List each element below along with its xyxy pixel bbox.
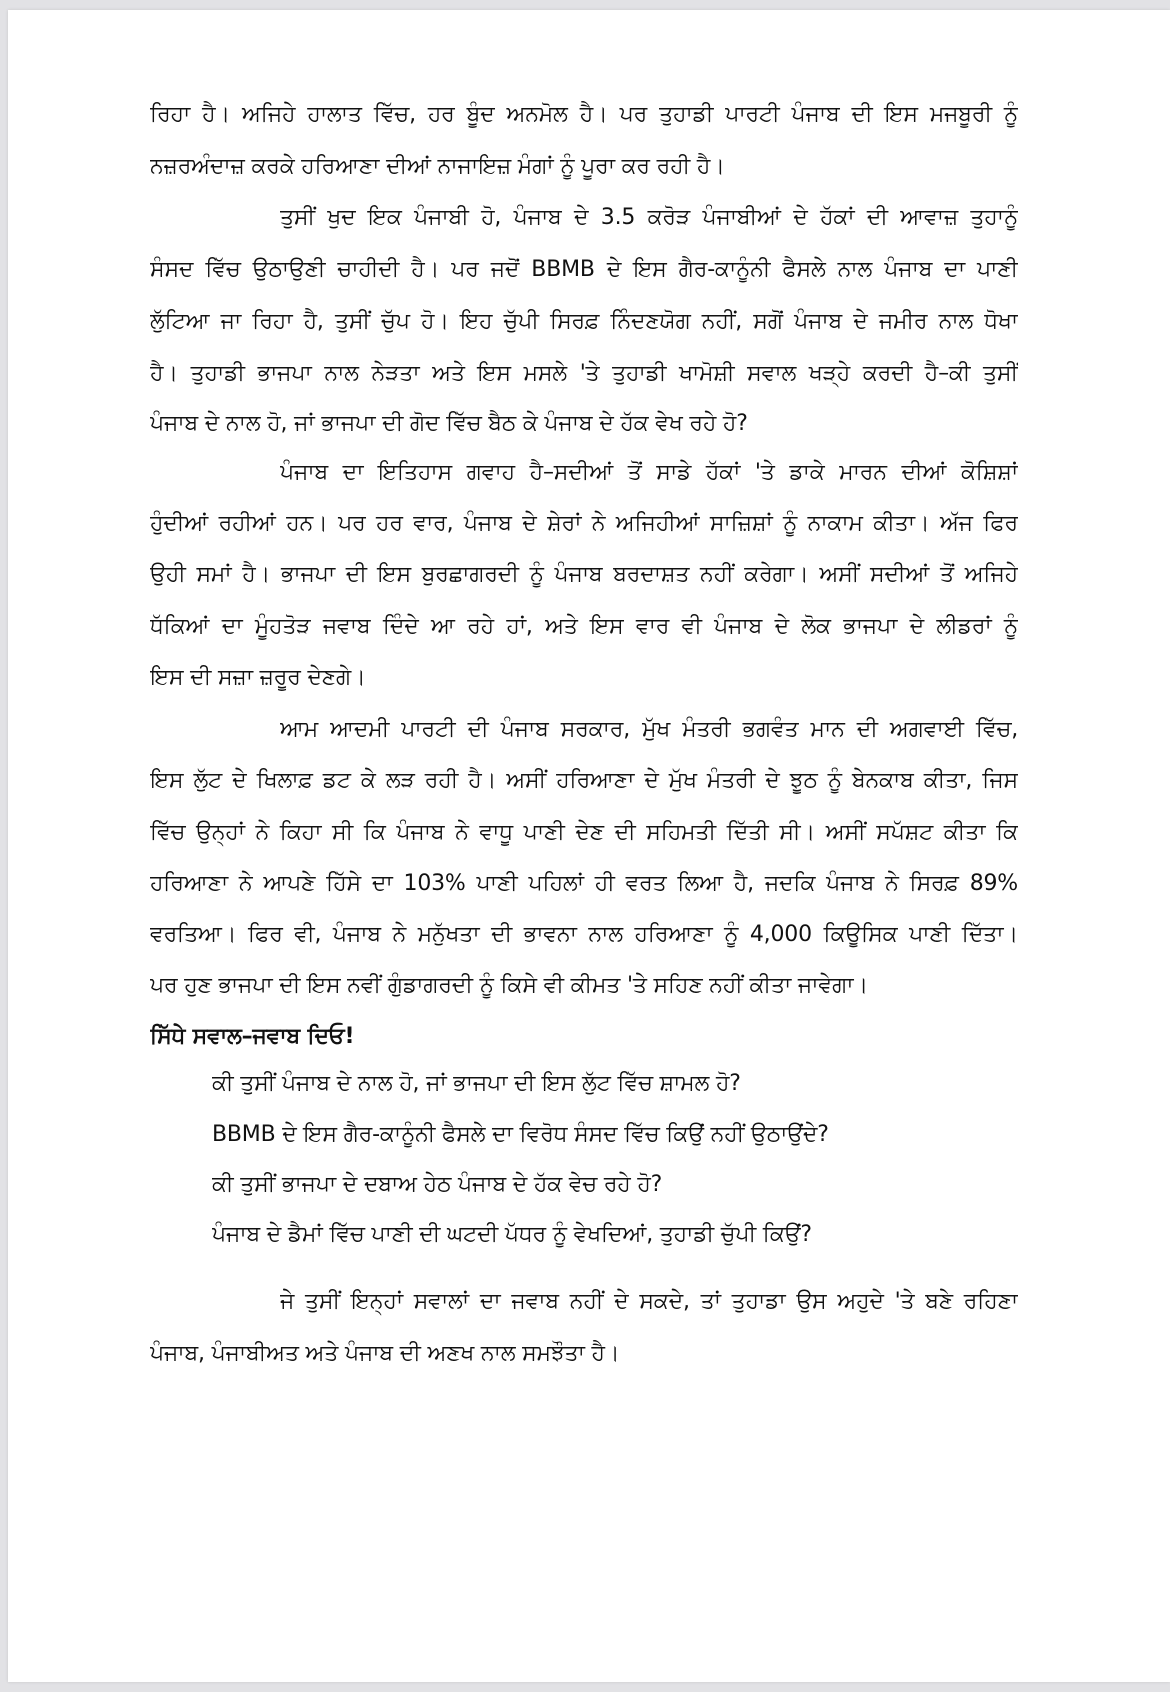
text-line: ਜੇ ਤੁਸੀਂ ਇਨ੍ਹਾਂ ਸਵਾਲਾਂ ਦਾ ਜਵਾਬ ਨਹੀਂ ਦੇ ਸਕਦੇ, ਤਾਂ ਤੁਹਾਡਾ ਉਸ ਅਹੁਦੇ 'ਤੇ ਬਣੇ ਰਹਿਣਾ bbox=[280, 1289, 1018, 1314]
questions-heading: ਸਿੱਧੇ ਸਵਾਲ–ਜਵਾਬ ਦਿਓ! bbox=[150, 1024, 355, 1049]
text-line: ਵਰਤਿਆ। ਫਿਰ ਵੀ, ਪੰਜਾਬ ਨੇ ਮਨੁੱਖਤਾ ਦੀ ਭਾਵਨਾ ਨਾਲ ਹਰਿਆਣਾ ਨੂੰ 4,000 ਕਿਊਸਿਕ ਪਾਣੀ ਦਿੱਤਾ। bbox=[150, 922, 1018, 947]
text-line: ਹੁੰਦੀਆਂ ਰਹੀਆਂ ਹਨ। ਪਰ ਹਰ ਵਾਰ, ਪੰਜਾਬ ਦੇ ਸ਼ੇਰਾਂ ਨੇ ਅਜਿਹੀਆਂ ਸਾਜ਼ਿਸ਼ਾਂ ਨੂੰ ਨਾਕਾਮ ਕੀਤਾ। ਅੱਜ ਫਿਰ bbox=[150, 511, 1018, 536]
question-item: ਪੰਜਾਬ ਦੇ ਡੈਮਾਂ ਵਿੱਚ ਪਾਣੀ ਦੀ ਘਟਦੀ ਪੱਧਰ ਨੂੰ ਵੇਖਦਿਆਂ, ਤੁਹਾਡੀ ਚੁੱਪੀ ਕਿਉਂ? bbox=[212, 1222, 812, 1247]
text-line: ਉਹੀ ਸਮਾਂ ਹੈ। ਭਾਜਪਾ ਦੀ ਇਸ ਬੁਰਛਾਗਰਦੀ ਨੂੰ ਪੰਜਾਬ ਬਰਦਾਸ਼ਤ ਨਹੀਂ ਕਰੇਗਾ। ਅਸੀਂ ਸਦੀਆਂ ਤੋਂ ਅਜਿਹੇ bbox=[150, 562, 1018, 587]
question-item: ਕੀ ਤੁਸੀਂ ਭਾਜਪਾ ਦੇ ਦਬਾਅ ਹੇਠ ਪੰਜਾਬ ਦੇ ਹੱਕ ਵੇਚ ਰਹੇ ਹੋ? bbox=[212, 1172, 663, 1197]
text-line: ਧੱਕਿਆਂ ਦਾ ਮੂੰਹਤੋੜ ਜਵਾਬ ਦਿੰਦੇ ਆ ਰਹੇ ਹਾਂ, ਅਤੇ ਇਸ ਵਾਰ ਵੀ ਪੰਜਾਬ ਦੇ ਲੋਕ ਭਾਜਪਾ ਦੇ ਲੀਡਰਾਂ ਨੂੰ bbox=[150, 614, 1018, 639]
text-line: ਪੰਜਾਬ ਦੇ ਨਾਲ ਹੋ, ਜਾਂ ਭਾਜਪਾ ਦੀ ਗੋਦ ਵਿੱਚ ਬੈਠ ਕੇ ਪੰਜਾਬ ਦੇ ਹੱਕ ਵੇਖ ਰਹੇ ਹੋ? bbox=[150, 411, 748, 436]
question-item: BBMB ਦੇ ਇਸ ਗੈਰ-ਕਾਨੂੰਨੀ ਫੈਸਲੇ ਦਾ ਵਿਰੋਧ ਸੰਸਦ ਵਿੱਚ ਕਿਉਂ ਨਹੀਂ ਉਠਾਉਂਦੇ? bbox=[212, 1122, 829, 1147]
text-line: ਇਸ ਲੁੱਟ ਦੇ ਖਿਲਾਫ਼ ਡਟ ਕੇ ਲੜ ਰਹੀ ਹੈ। ਅਸੀਂ ਹਰਿਆਣਾ ਦੇ ਮੁੱਖ ਮੰਤਰੀ ਦੇ ਝੂਠ ਨੂੰ ਬੇਨਕਾਬ ਕੀਤਾ, ਜਿਸ bbox=[150, 768, 1018, 793]
text-line: ਤੁਸੀਂ ਖੁਦ ਇਕ ਪੰਜਾਬੀ ਹੋ, ਪੰਜਾਬ ਦੇ 3.5 ਕਰੋੜ ਪੰਜਾਬੀਆਂ ਦੇ ਹੱਕਾਂ ਦੀ ਆਵਾਜ਼ ਤੁਹਾਨੂੰ bbox=[280, 205, 1018, 230]
text-line: ਹੈ। ਤੁਹਾਡੀ ਭਾਜਪਾ ਨਾਲ ਨੇੜਤਾ ਅਤੇ ਇਸ ਮਸਲੇ 'ਤੇ ਤੁਹਾਡੀ ਖਾਮੋਸ਼ੀ ਸਵਾਲ ਖੜ੍ਹੇ ਕਰਦੀ ਹੈ–ਕੀ ਤੁਸੀਂ bbox=[150, 361, 1018, 386]
text-line: ਆਮ ਆਦਮੀ ਪਾਰਟੀ ਦੀ ਪੰਜਾਬ ਸਰਕਾਰ, ਮੁੱਖ ਮੰਤਰੀ ਭਗਵੰਤ ਮਾਨ ਦੀ ਅਗਵਾਈ ਵਿੱਚ, bbox=[280, 717, 1018, 742]
text-line: ਵਿੱਚ ਉਨ੍ਹਾਂ ਨੇ ਕਿਹਾ ਸੀ ਕਿ ਪੰਜਾਬ ਨੇ ਵਾਧੂ ਪਾਣੀ ਦੇਣ ਦੀ ਸਹਿਮਤੀ ਦਿੱਤੀ ਸੀ। ਅਸੀਂ ਸਪੱਸ਼ਟ ਕੀਤਾ ਕਿ bbox=[150, 820, 1018, 845]
text-line: ਨਜ਼ਰਅੰਦਾਜ਼ ਕਰਕੇ ਹਰਿਆਣਾ ਦੀਆਂ ਨਾਜਾਇਜ਼ ਮੰਗਾਂ ਨੂੰ ਪੂਰਾ ਕਰ ਰਹੀ ਹੈ। bbox=[150, 154, 725, 179]
question-item: ਕੀ ਤੁਸੀਂ ਪੰਜਾਬ ਦੇ ਨਾਲ ਹੋ, ਜਾਂ ਭਾਜਪਾ ਦੀ ਇਸ ਲੁੱਟ ਵਿੱਚ ਸ਼ਾਮਲ ਹੋ? bbox=[212, 1071, 741, 1096]
text-line: ਪੰਜਾਬ, ਪੰਜਾਬੀਅਤ ਅਤੇ ਪੰਜਾਬ ਦੀ ਅਣਖ ਨਾਲ ਸਮਝੌਤਾ ਹੈ। bbox=[150, 1341, 620, 1366]
text-line: ਹਰਿਆਣਾ ਨੇ ਆਪਣੇ ਹਿੱਸੇ ਦਾ 103% ਪਾਣੀ ਪਹਿਲਾਂ ਹੀ ਵਰਤ ਲਿਆ ਹੈ, ਜਦਕਿ ਪੰਜਾਬ ਨੇ ਸਿਰਫ਼ 89% bbox=[150, 871, 1018, 896]
text-line: ਇਸ ਦੀ ਸਜ਼ਾ ਜ਼ਰੂਰ ਦੇਣਗੇ। bbox=[150, 665, 366, 690]
text-line: ਰਿਹਾ ਹੈ। ਅਜਿਹੇ ਹਾਲਾਤ ਵਿੱਚ, ਹਰ ਬੂੰਦ ਅਨਮੋਲ ਹੈ। ਪਰ ਤੁਹਾਡੀ ਪਾਰਟੀ ਪੰਜਾਬ ਦੀ ਇਸ ਮਜਬੂਰੀ ਨੂੰ bbox=[150, 102, 1018, 127]
text-line: ਸੰਸਦ ਵਿੱਚ ਉਠਾਉਣੀ ਚਾਹੀਦੀ ਹੈ। ਪਰ ਜਦੋਂ BBMB ਦੇ ਇਸ ਗੈਰ-ਕਾਨੂੰਨੀ ਫੈਸਲੇ ਨਾਲ ਪੰਜਾਬ ਦਾ ਪਾਣੀ bbox=[150, 257, 1018, 282]
text-line: ਪੰਜਾਬ ਦਾ ਇਤਿਹਾਸ ਗਵਾਹ ਹੈ–ਸਦੀਆਂ ਤੋਂ ਸਾਡੇ ਹੱਕਾਂ 'ਤੇ ਡਾਕੇ ਮਾਰਨ ਦੀਆਂ ਕੋਸ਼ਿਸ਼ਾਂ bbox=[280, 460, 1018, 485]
text-line: ਲੁੱਟਿਆ ਜਾ ਰਿਹਾ ਹੈ, ਤੁਸੀਂ ਚੁੱਪ ਹੋ। ਇਹ ਚੁੱਪੀ ਸਿਰਫ਼ ਨਿੰਦਣਯੋਗ ਨਹੀਂ, ਸਗੋਂ ਪੰਜਾਬ ਦੇ ਜਮੀਰ ਨਾਲ ਧੋਖਾ bbox=[150, 309, 1018, 334]
text-line: ਪਰ ਹੁਣ ਭਾਜਪਾ ਦੀ ਇਸ ਨਵੀਂ ਗੁੰਡਾਗਰਦੀ ਨੂੰ ਕਿਸੇ ਵੀ ਕੀਮਤ 'ਤੇ ਸਹਿਣ ਨਹੀਂ ਕੀਤਾ ਜਾਵੇਗਾ। bbox=[150, 973, 868, 998]
document-page bbox=[8, 10, 1170, 1682]
